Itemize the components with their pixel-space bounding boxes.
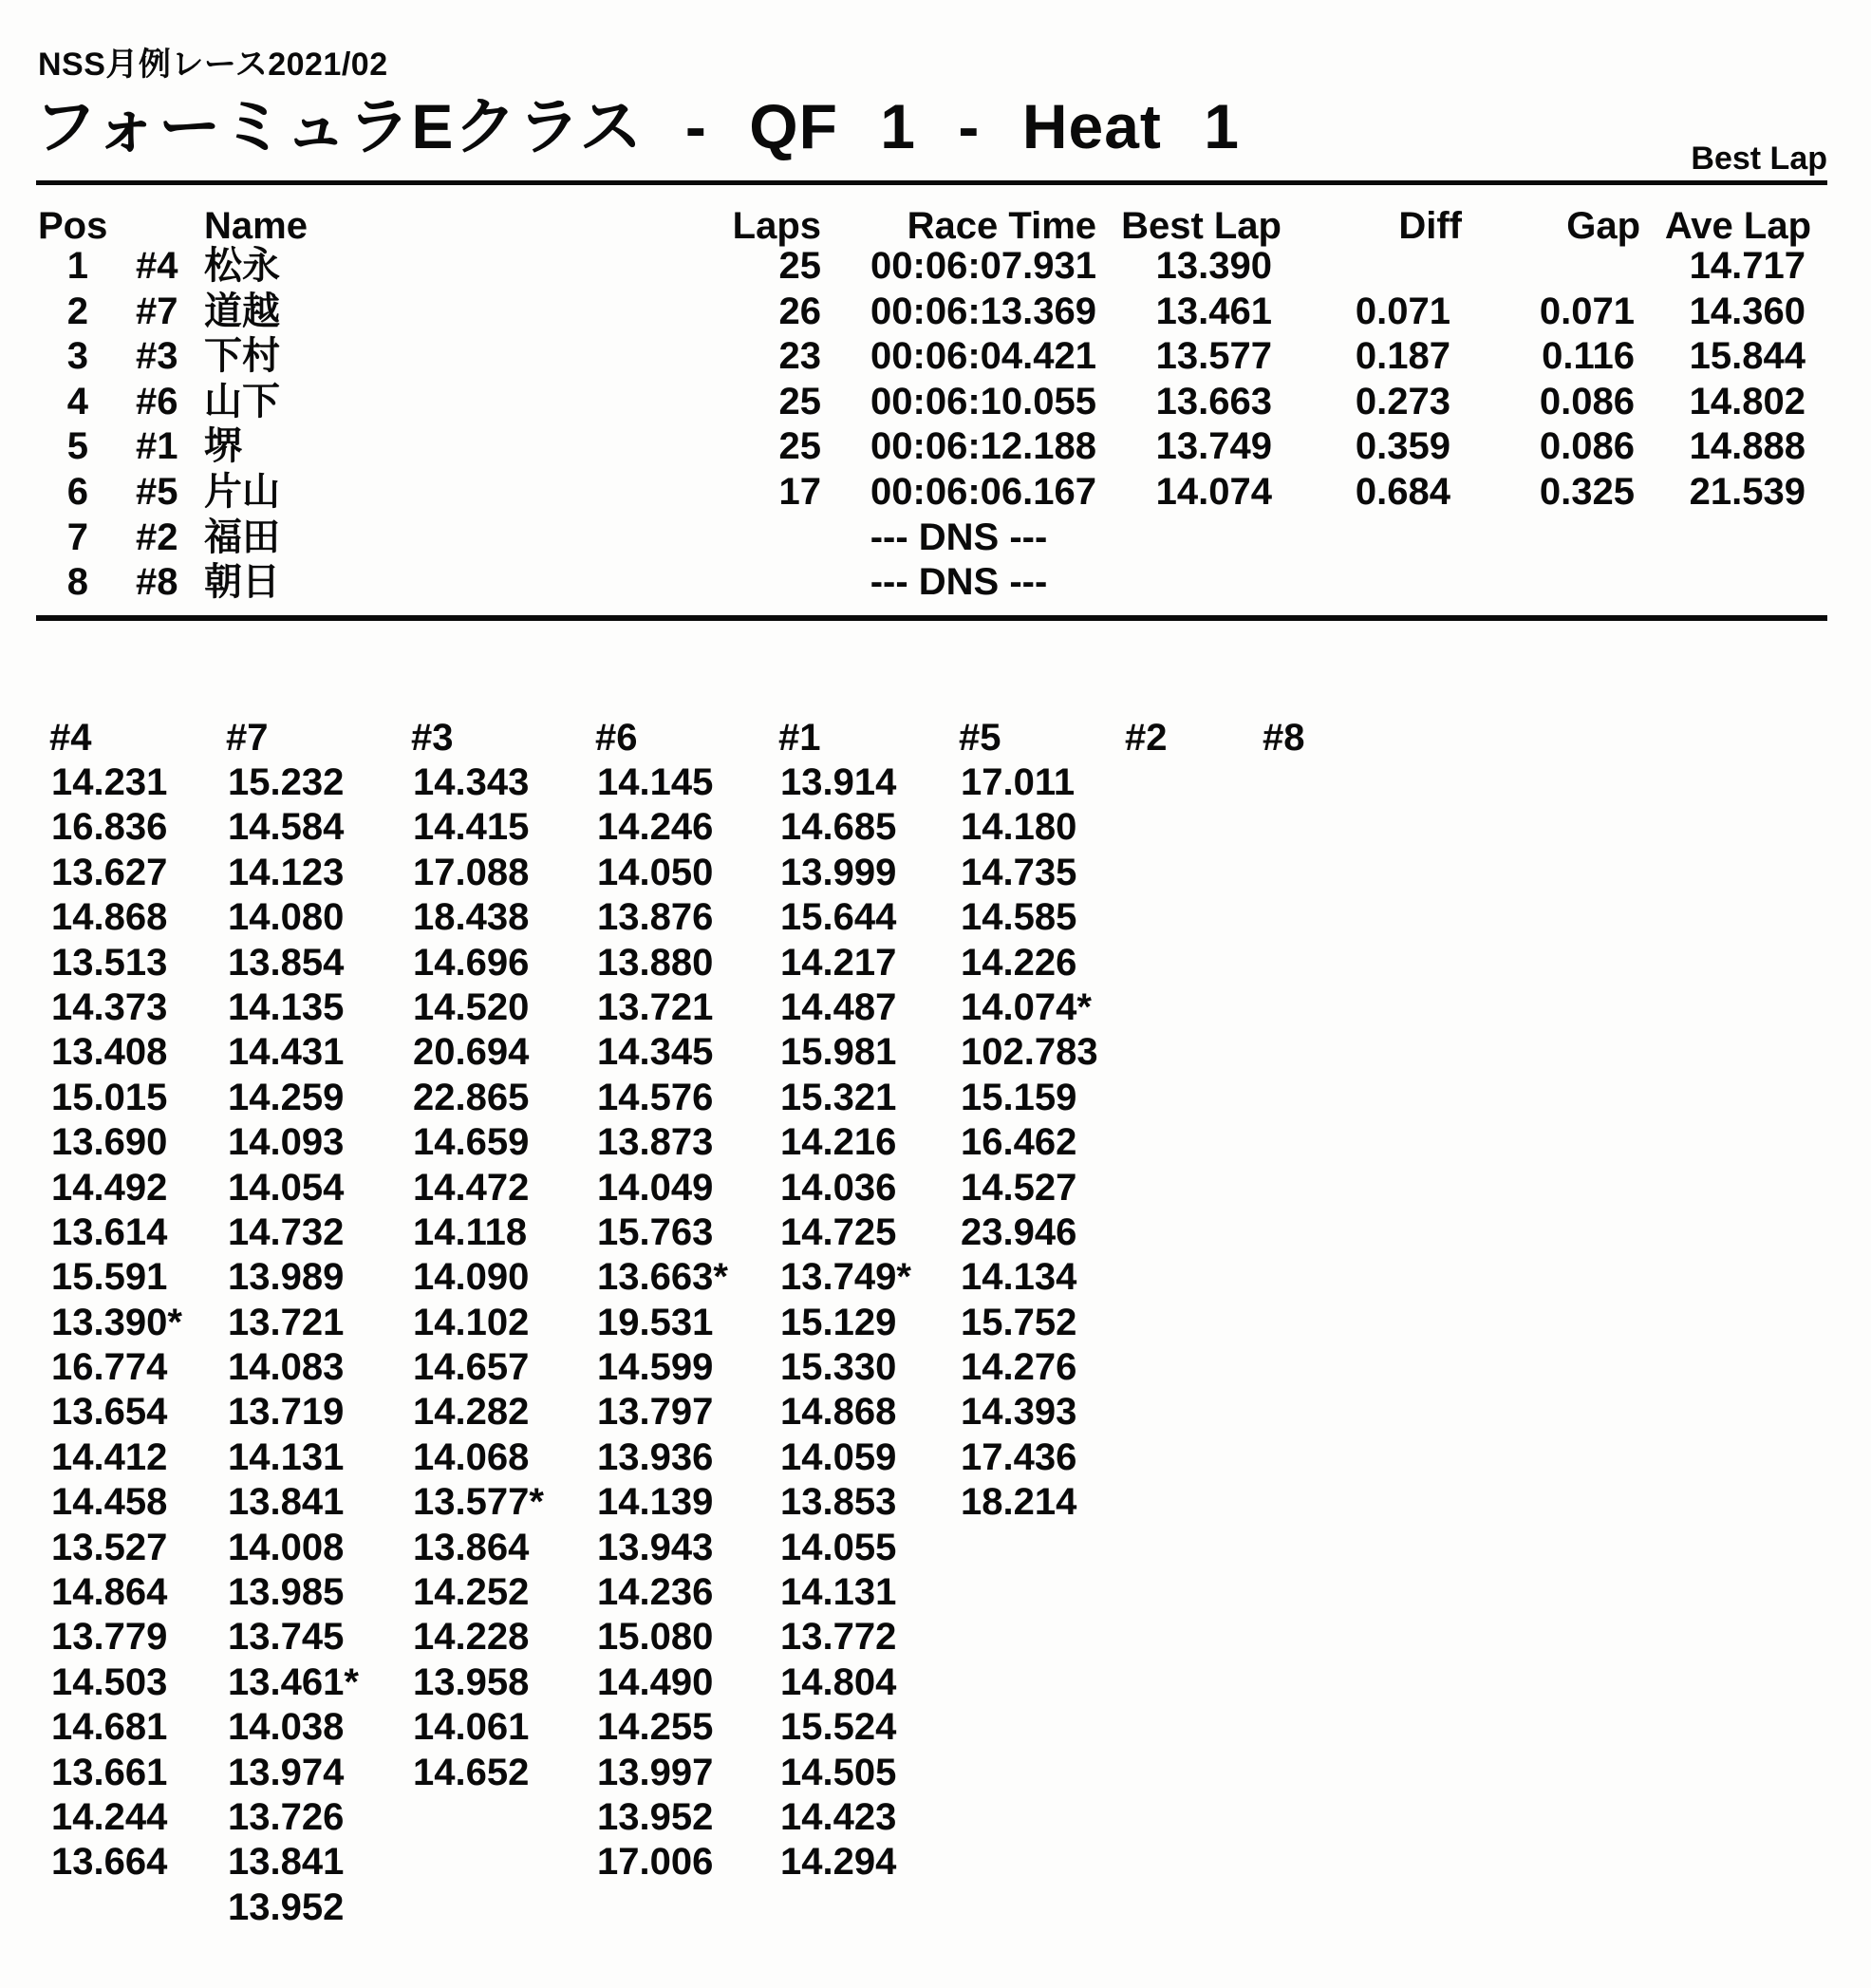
lap-time-cell: 17.006 xyxy=(597,1841,714,1884)
lap-time-cell: 14.008 xyxy=(228,1526,345,1568)
column-header-best-lap: Best Lap xyxy=(1121,205,1282,247)
lap-time-cell: 14.472 xyxy=(413,1166,530,1209)
lap-time-cell: 13.577* xyxy=(413,1481,544,1524)
laps-cell: 17 xyxy=(778,471,821,513)
diff-cell: 0.071 xyxy=(1355,290,1450,332)
lap-time-cell: 15.232 xyxy=(228,761,345,803)
column-header-gap: Gap xyxy=(1566,205,1640,247)
lap-time-cell: 13.408 xyxy=(51,1031,168,1074)
lap-time-cell: 14.343 xyxy=(413,761,530,803)
laps-cell: 25 xyxy=(778,245,821,287)
lap-time-cell: 14.732 xyxy=(228,1210,345,1253)
lap-time-cell: 13.914 xyxy=(780,761,897,803)
car-number-cell: #6 xyxy=(136,380,178,422)
ave-lap-cell: 15.844 xyxy=(1689,335,1806,378)
lap-column-header: #8 xyxy=(1263,717,1305,759)
lap-time-cell: 13.841 xyxy=(228,1841,345,1884)
column-header-laps: Laps xyxy=(732,205,821,247)
lap-time-cell: 13.614 xyxy=(51,1210,168,1253)
lap-time-cell: 14.252 xyxy=(413,1571,530,1614)
best-lap-cell: 13.749 xyxy=(1155,425,1272,468)
gap-cell: 0.071 xyxy=(1539,290,1635,332)
lap-time-cell: 13.936 xyxy=(597,1435,714,1478)
lap-column xyxy=(228,760,359,1930)
lap-time-cell: 14.083 xyxy=(228,1346,345,1389)
lap-time-cell: 14.217 xyxy=(780,941,897,984)
lap-time-cell: 15.591 xyxy=(51,1256,168,1299)
car-number-cell: #7 xyxy=(136,290,178,332)
lap-time-cell: 14.118 xyxy=(413,1210,528,1253)
pos-cell: 6 xyxy=(66,471,88,513)
lap-time-cell: 14.236 xyxy=(597,1571,714,1614)
lap-time-cell: 14.294 xyxy=(780,1841,897,1884)
lap-time-cell: 14.074* xyxy=(961,985,1092,1028)
lap-time-cell: 102.783 xyxy=(961,1031,1098,1074)
lap-column xyxy=(780,760,911,1885)
event-title: NSS月例レース2021/02 xyxy=(38,47,388,83)
lap-time-cell: 14.864 xyxy=(51,1571,168,1614)
driver-name-cell: 山下 xyxy=(204,380,280,422)
top-divider xyxy=(36,180,1827,185)
diff-cell: 0.187 xyxy=(1355,335,1450,378)
driver-name-cell: 福田 xyxy=(204,516,280,558)
lap-time-cell: 14.527 xyxy=(961,1166,1077,1209)
lap-column xyxy=(413,760,544,1795)
race-time-cell: 00:06:07.931 xyxy=(870,245,1096,287)
lap-time-cell: 14.244 xyxy=(51,1795,168,1838)
lap-time-cell: 16.774 xyxy=(51,1346,168,1389)
diff-cell: 0.273 xyxy=(1355,380,1450,422)
results-row xyxy=(0,243,1871,289)
driver-name-cell: 片山 xyxy=(204,471,280,513)
lap-time-cell: 13.958 xyxy=(413,1660,530,1703)
lap-time-cell: 15.159 xyxy=(961,1076,1077,1118)
lap-time-cell: 14.431 xyxy=(228,1031,345,1074)
lap-time-cell: 14.246 xyxy=(597,806,714,849)
best-lap-cell: 13.663 xyxy=(1155,380,1272,422)
lap-time-cell: 14.659 xyxy=(413,1121,530,1164)
lap-time-cell: 14.050 xyxy=(597,851,714,893)
lap-time-cell: 20.694 xyxy=(413,1031,530,1074)
lap-time-cell: 14.657 xyxy=(413,1346,530,1389)
lap-time-cell: 14.868 xyxy=(51,896,168,939)
driver-name-cell: 下村 xyxy=(204,335,280,378)
lap-time-cell: 14.681 xyxy=(51,1706,168,1749)
lap-time-cell: 14.520 xyxy=(413,985,530,1028)
lap-time-cell: 14.423 xyxy=(780,1795,897,1838)
car-number-cell: #3 xyxy=(136,335,178,378)
lap-time-cell: 15.129 xyxy=(780,1301,897,1343)
pos-cell: 3 xyxy=(66,335,88,378)
lap-time-cell: 14.038 xyxy=(228,1706,345,1749)
lap-time-cell: 14.054 xyxy=(228,1166,345,1209)
car-number-cell: #4 xyxy=(136,245,178,287)
race-time-cell: 00:06:10.055 xyxy=(870,380,1096,422)
laps-cell: 23 xyxy=(778,335,821,378)
lap-time-cell: 14.458 xyxy=(51,1481,168,1524)
page-title: フォーミュラEクラス - QF 1 - Heat 1 xyxy=(34,91,1240,161)
best-lap-corner-label: Best Lap xyxy=(1691,141,1827,177)
pos-cell: 2 xyxy=(66,290,88,332)
lap-time-cell: 13.661 xyxy=(51,1751,168,1793)
gap-cell: 0.086 xyxy=(1539,380,1635,422)
lap-time-cell: 14.585 xyxy=(961,896,1077,939)
laps-cell: 26 xyxy=(778,290,821,332)
lap-time-cell: 13.664 xyxy=(51,1841,168,1884)
column-header-ave-lap: Ave Lap xyxy=(1664,205,1811,247)
lap-time-cell: 14.131 xyxy=(780,1571,897,1614)
lap-time-cell: 13.654 xyxy=(51,1391,168,1434)
lap-time-cell: 14.685 xyxy=(780,806,897,849)
lap-time-cell: 17.011 xyxy=(961,761,1076,803)
car-number-cell: #8 xyxy=(136,561,178,604)
lap-time-cell: 15.644 xyxy=(780,896,897,939)
lap-time-cell: 14.276 xyxy=(961,1346,1077,1389)
lap-time-cell: 13.864 xyxy=(413,1526,530,1568)
lap-time-cell: 16.462 xyxy=(961,1121,1077,1164)
lap-time-cell: 13.873 xyxy=(597,1121,714,1164)
results-row xyxy=(0,559,1871,605)
gap-cell: 0.325 xyxy=(1539,471,1635,513)
ave-lap-cell: 21.539 xyxy=(1689,471,1806,513)
lap-time-cell: 15.763 xyxy=(597,1210,714,1253)
ave-lap-cell: 14.888 xyxy=(1689,425,1806,468)
lap-time-cell: 14.259 xyxy=(228,1076,345,1118)
lap-time-cell: 14.228 xyxy=(413,1616,530,1659)
lap-time-cell: 14.505 xyxy=(780,1751,897,1793)
gap-cell: 0.086 xyxy=(1539,425,1635,468)
gap-cell: 0.116 xyxy=(1542,335,1635,378)
lap-time-cell: 13.880 xyxy=(597,941,714,984)
lap-time-cell: 14.490 xyxy=(597,1660,714,1703)
lap-time-cell: 15.752 xyxy=(961,1301,1077,1343)
lap-time-cell: 13.772 xyxy=(780,1616,897,1659)
lap-time-cell: 13.989 xyxy=(228,1256,345,1299)
lap-time-cell: 13.853 xyxy=(780,1481,897,1524)
lap-time-cell: 14.139 xyxy=(597,1481,714,1524)
lap-time-cell: 14.415 xyxy=(413,806,530,849)
lap-time-cell: 13.690 xyxy=(51,1121,168,1164)
lap-time-cell: 14.226 xyxy=(961,941,1077,984)
lap-time-cell: 14.036 xyxy=(780,1166,897,1209)
laps-cell: 25 xyxy=(778,380,821,422)
lap-time-cell: 13.719 xyxy=(228,1391,345,1434)
lap-time-cell: 14.576 xyxy=(597,1076,714,1118)
lap-time-cell: 13.527 xyxy=(51,1526,168,1568)
lap-time-cell: 13.952 xyxy=(597,1795,714,1838)
lap-time-cell: 13.749* xyxy=(780,1256,911,1299)
lap-time-cell: 14.868 xyxy=(780,1391,897,1434)
lap-time-cell: 17.436 xyxy=(961,1435,1077,1478)
lap-time-cell: 14.068 xyxy=(413,1435,530,1478)
car-number-cell: #2 xyxy=(136,516,178,558)
ave-lap-cell: 14.717 xyxy=(1689,245,1806,287)
lap-time-cell: 18.438 xyxy=(413,896,530,939)
results-header-row xyxy=(0,203,1871,249)
diff-cell: 0.359 xyxy=(1355,425,1450,468)
results-row xyxy=(0,379,1871,424)
lap-time-cell: 13.854 xyxy=(228,941,345,984)
column-header-name: Name xyxy=(204,205,308,247)
lap-time-cell: 15.981 xyxy=(780,1031,897,1074)
lap-time-cell: 14.080 xyxy=(228,896,345,939)
best-lap-cell: 14.074 xyxy=(1155,471,1272,513)
lap-time-cell: 16.836 xyxy=(51,806,168,849)
lap-column-header: #3 xyxy=(411,717,454,759)
lap-time-cell: 15.015 xyxy=(51,1076,168,1118)
lap-time-cell: 13.721 xyxy=(228,1301,345,1343)
lap-time-cell: 13.985 xyxy=(228,1571,345,1614)
results-row xyxy=(0,423,1871,469)
lap-time-cell: 14.599 xyxy=(597,1346,714,1389)
lap-time-cell: 14.123 xyxy=(228,851,345,893)
lap-time-cell: 19.531 xyxy=(597,1301,714,1343)
lap-time-cell: 15.321 xyxy=(780,1076,897,1118)
pos-cell: 4 xyxy=(66,380,88,422)
lap-time-cell: 14.061 xyxy=(413,1706,530,1749)
middle-divider xyxy=(36,615,1827,621)
lap-time-cell: 14.503 xyxy=(51,1660,168,1703)
lap-time-cell: 14.345 xyxy=(597,1031,714,1074)
lap-time-cell: 23.946 xyxy=(961,1210,1077,1253)
results-row xyxy=(0,469,1871,515)
column-header-race-time: Race Time xyxy=(907,205,1096,247)
results-row xyxy=(0,289,1871,334)
driver-name-cell: 松永 xyxy=(204,245,280,287)
lap-time-cell: 14.131 xyxy=(228,1435,345,1478)
lap-time-cell: 13.745 xyxy=(228,1616,345,1659)
lap-time-cell: 14.093 xyxy=(228,1121,345,1164)
results-row xyxy=(0,515,1871,560)
lap-time-cell: 13.876 xyxy=(597,896,714,939)
lap-time-cell: 13.841 xyxy=(228,1481,345,1524)
race-time-cell: 00:06:06.167 xyxy=(870,471,1096,513)
lap-time-cell: 15.524 xyxy=(780,1706,897,1749)
diff-cell: 0.684 xyxy=(1355,471,1450,513)
lap-time-cell: 14.059 xyxy=(780,1435,897,1478)
lap-time-cell: 13.726 xyxy=(228,1795,345,1838)
lap-time-cell: 13.952 xyxy=(228,1885,345,1928)
car-number-cell: #5 xyxy=(136,471,178,513)
lap-time-cell: 13.779 xyxy=(51,1616,168,1659)
lap-time-cell: 14.804 xyxy=(780,1660,897,1703)
lap-column-header: #4 xyxy=(49,717,92,759)
lap-time-cell: 15.330 xyxy=(780,1346,897,1389)
driver-name-cell: 道越 xyxy=(204,290,280,332)
lap-time-cell: 13.997 xyxy=(597,1751,714,1793)
lap-time-cell: 14.735 xyxy=(961,851,1077,893)
lap-time-cell: 14.584 xyxy=(228,806,345,849)
lap-column-header: #2 xyxy=(1125,717,1168,759)
lap-time-cell: 14.135 xyxy=(228,985,345,1028)
driver-name-cell: 堺 xyxy=(204,425,242,468)
lap-time-cell: 15.080 xyxy=(597,1616,714,1659)
lap-column-header: #7 xyxy=(226,717,269,759)
race-time-cell: 00:06:13.369 xyxy=(870,290,1096,332)
lap-time-cell: 13.999 xyxy=(780,851,897,893)
lap-time-cell: 14.055 xyxy=(780,1526,897,1568)
lap-time-cell: 14.231 xyxy=(51,761,168,803)
race-time-cell: 00:06:12.188 xyxy=(870,425,1096,468)
lap-column-header: #6 xyxy=(595,717,638,759)
lap-time-cell: 17.088 xyxy=(413,851,530,893)
lap-time-cell: 18.214 xyxy=(961,1481,1077,1524)
best-lap-cell: 13.577 xyxy=(1155,335,1272,378)
lap-time-cell: 14.725 xyxy=(780,1210,897,1253)
lap-time-cell: 14.412 xyxy=(51,1435,168,1478)
ave-lap-cell: 14.360 xyxy=(1689,290,1806,332)
lap-time-cell: 13.721 xyxy=(597,985,714,1028)
best-lap-cell: 13.461 xyxy=(1155,290,1272,332)
lap-time-cell: 14.216 xyxy=(780,1121,897,1164)
lap-time-cell: 14.652 xyxy=(413,1751,530,1793)
lap-time-cell: 13.943 xyxy=(597,1526,714,1568)
lap-time-cell: 13.797 xyxy=(597,1391,714,1434)
lap-time-cell: 14.255 xyxy=(597,1706,714,1749)
lap-time-cell: 22.865 xyxy=(413,1076,530,1118)
lap-time-cell: 14.090 xyxy=(413,1256,530,1299)
dns-cell: --- DNS --- xyxy=(870,516,1048,558)
lap-column-header: #5 xyxy=(959,717,1001,759)
lap-time-cell: 13.390* xyxy=(51,1301,182,1343)
lap-time-cell: 14.696 xyxy=(413,941,530,984)
pos-cell: 5 xyxy=(66,425,88,468)
pos-cell: 7 xyxy=(66,516,88,558)
column-header-diff: Diff xyxy=(1398,205,1462,247)
car-number-cell: #1 xyxy=(136,425,178,468)
lap-time-cell: 14.487 xyxy=(780,985,897,1028)
lap-time-cell: 13.461* xyxy=(228,1660,359,1703)
best-lap-cell: 13.390 xyxy=(1155,245,1272,287)
lap-column-header: #1 xyxy=(778,717,821,759)
pos-cell: 1 xyxy=(66,245,88,287)
lap-time-cell: 13.663* xyxy=(597,1256,728,1299)
lap-time-cell: 13.513 xyxy=(51,941,168,984)
lap-column xyxy=(961,760,1098,1526)
lap-time-cell: 14.393 xyxy=(961,1391,1077,1434)
lap-time-cell: 14.373 xyxy=(51,985,168,1028)
lap-column xyxy=(51,760,182,1885)
results-row xyxy=(0,333,1871,379)
dns-cell: --- DNS --- xyxy=(870,561,1048,604)
pos-cell: 8 xyxy=(66,561,88,604)
lap-time-cell: 14.049 xyxy=(597,1166,714,1209)
lap-column xyxy=(597,760,728,1885)
lap-time-cell: 14.282 xyxy=(413,1391,530,1434)
lap-time-cell: 14.492 xyxy=(51,1166,168,1209)
lap-time-cell: 14.134 xyxy=(961,1256,1077,1299)
lap-time-cell: 14.145 xyxy=(597,761,714,803)
driver-name-cell: 朝日 xyxy=(204,561,280,604)
lap-time-cell: 14.180 xyxy=(961,806,1077,849)
lap-time-cell: 13.974 xyxy=(228,1751,345,1793)
ave-lap-cell: 14.802 xyxy=(1689,380,1806,422)
lap-time-cell: 13.627 xyxy=(51,851,168,893)
race-time-cell: 00:06:04.421 xyxy=(870,335,1096,378)
lap-time-cell: 14.102 xyxy=(413,1301,530,1343)
laps-cell: 25 xyxy=(778,425,821,468)
column-header-pos: Pos xyxy=(38,205,108,247)
